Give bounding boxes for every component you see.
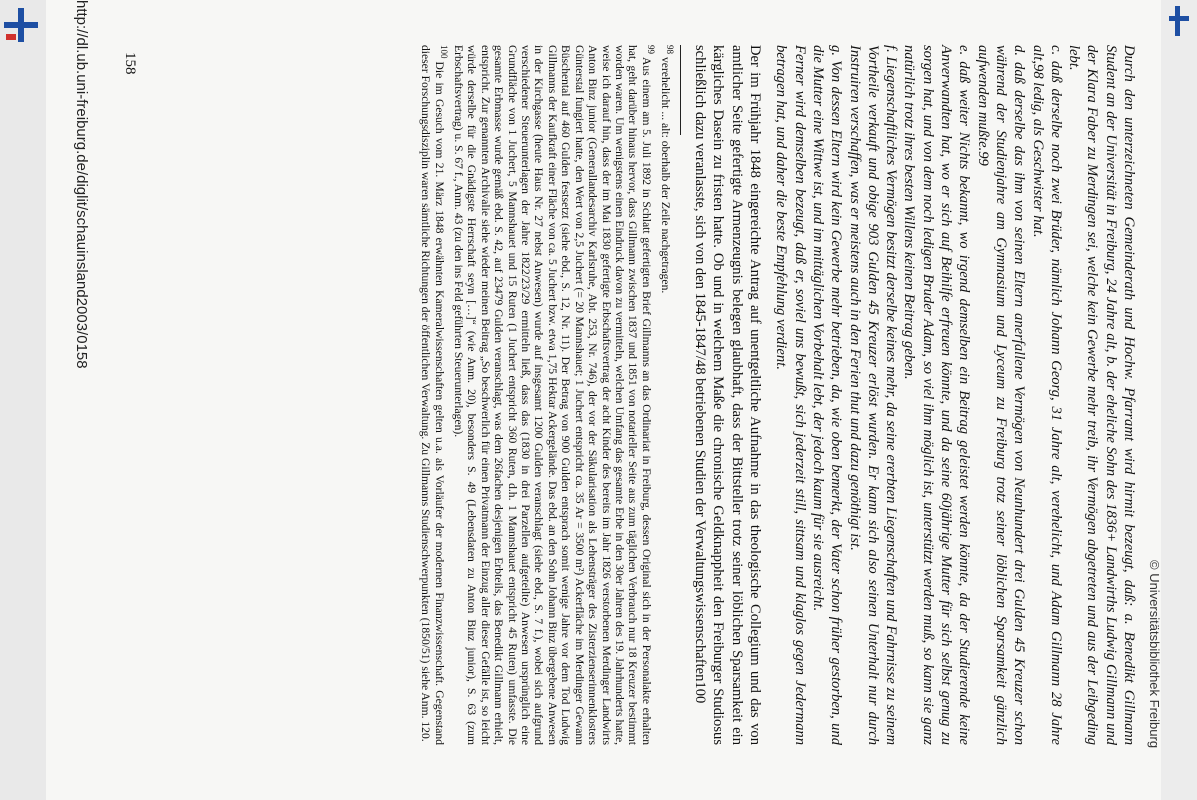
certificate-item-g: g. Von dessen Eltern wird kein Gewerbe mehr betrieben, da, wie oben bemerkt, der Vater schon früher gestorben, und die Mutter eine Wittwe ist, und im mittäglichen Vorbehalt lebt, der jedoch kaum für sie ausreicht.: [809, 45, 845, 745]
scanned-page: [46, 0, 1161, 800]
library-logo-small-icon: [1169, 6, 1189, 36]
footnote-99: $^{99}$Aus einem am 5. Juli 1892 in Schlatt gefertigten Brief Gillmanns an das Ordinariat in Freiburg, dessen Original sich in der Personalakte erhalten hat, geht darüber hinaus hervor, dass Gillmann zwischen 1837 und 1851 von notarieller Seite aus zum täglichen Verbrauch nur 18 Kreuzer bestimmt worden waren. Um wenigstens einen Eindruck davon zu vermitteln, welchen Umfang das gesamte Erbe in den 30er Jahren des 19. Jahrhunderts hatte, weise ich darauf hin, dass der im Mai 1830 gefertigte Erbschaftsvertrag der acht Kinder des bereits im Jahr 1826 verstorbenen Merdinger Landwirts Anton Binz junior (Generallandesarchiv Karlsruhe, Abt. 253, Nr. 746), der vor der Säkularisation als Lehensträger des Zisterzienserinnenklosters Günterstal fungiert hatte, den Wert von 2,5 Juchert (= 20 Mannshauet; 1 Juchert entspricht ca. 35 Ar = 3500 m²) Ackerfläche im Merdinger Gewann Büschental auf 460 Gulden festsetzt (siehe ebd., S. 12, Nr. 11). Der Betrag von 900 Gulden entsprach somit wenige Jahre vor dem Tod Ludwig Gillmanns der Kaufkraft einer Fläche von ca. 5 Juchert bzw. etwa 1,75 Hektar Ackergelände. Das ebd. an den Sohn Johann Binz übergebene Anwesen in der Kirchgasse (heute Haus Nr. 27 nebst Anwesen) wurde auf insgesamt 1200 Gulden veranschlagt (siehe ebd., S. 7 f.), wobei sich aufgrund verschiedener Steuerunterlagen der Jahre 1822/23/29 ermitteln ließ, dass das (1830 in drei Parzellen aufgeteilte) Anwesen ursprünglich eine Grundfläche von 1 Juchert, 5 Mannshauet und 15 Ruten (1 Juchert entspricht 360 Ruten, d.h. 1 Mannshauet entspricht 45 Ruten) umfasste. Die gesamte Erbmasse wurde gemäß ebd. S. 42, auf 23479 Gulden veranschlagt, was dem 26fachen desjenigen Erbteils, das Benedikt Gillmann erhielt, entspricht. Zur genannten Archivalie siehe wieder meinen Beitrag „So beschwerlich für einen Privatmann der Einzug aller dieser Gefälle ist, so leicht würde derselbe für die Gnädigste Herrschaft seyn […]“ (wie Anm. 20), besonders S. 49 (Lebensdaten zu Anton Binz junior), S. 63 (zum Erbschaftsvertrag) u. S. 67 f., Anm. 43 (zu den ins Feld geführten Steuerunterlagen).: [452, 45, 656, 745]
footnote-divider: [680, 45, 681, 135]
body-paragraph: Der im Frühjahr 1848 eingereichte Antrag auf unentgeltliche Aufnahme in das theologische Collegium und das von amtlicher Seite gefertigte Armenzeugnis belegen glaubhaft, dass der Bittsteller trotz seiner löblichen Sparsamkeit ein kärgliches Dasein zu fristen hatte. Ob und in welchem Maße die chronische Geldknappheit den Freiburger Studiosus schließlich dazu veranlasste, sich von den 1845-1847/48 betriebenen Studien der Verwaltungswissenschaften100: [692, 45, 764, 745]
library-logo-icon[interactable]: [4, 8, 38, 42]
rotated-page-content: [98, 45, 1138, 745]
certificate-intro: Durch den unterzeichneten Gemeinderath und Hochw. Pfarramt wird hirmit bezeugt, daß: a. Benedikt Gillmann Student an der Universität in Freiburg, 24 Jahre alt, b. der eheliche Sohn des 1836+ Landwirths Ludwig Gillmann und der Klara Faber zu Merdingen sei, welche kein Gewerbe mehr treib, ihr Vermögen abgetreten und aus der Leibgeding lebt.: [1066, 45, 1137, 745]
certificate-closing: Ferner wird demselben bezeugt, daß er, soviel uns bewußt, sich jederzeit still, sittsam und klaglos gegen Jedermann betragen hat, und daher die beste Empfehlung verdient.: [773, 45, 808, 745]
footnote-100: $^{100}$Die im Gesuch vom 21. März 1848 erwähnten Kameralwissenschaften gelten u.a. als Vorläufer der modernen Finanzwissenschaft. Gegenstand dieser Forschungsdisziplin waren sämtliche Richtungen der öffentlichen Verwaltung. Zu Gillmanns Studienschwerpunkten (1850/51) siehe Anm. 120.: [419, 45, 449, 745]
certificate-item-f: f. Liegenschaftliches Vermögen besitzt derselbe keines mehr, da seine ererbten Liegenschaften und Fahrnisse zu seinem Vortheile verkauft und obige 903 Gulden 45 Kreuzer erlöst wurden. Er kann sich also seinen Unterhalt nur durch Instruiren verschaffen, was er meistens auch in den Ferien thut und dazu genöthigt ist.: [846, 45, 900, 745]
certificate-item-e: e. daß weiter Nichts bekannt, wo irgend demselben ein Beitrag geleistet werden könnte, da der Studierende keine Anverwandten hat, wo er sich auf Beihilfe erfreuen könnte, und da seine 60jährige Mutter für sich selbst genug zu sorgen hat, und von dem noch ledigen Bruder Adam, so viel ihm möglich ist, unterstützt werden muß, so kann sie ganz natürlich trotz ihres besten Willens keinen Beitrag geben.: [901, 45, 973, 745]
viewer-right-margin: [1161, 0, 1197, 800]
footnote-98: $^{98}$verehelicht ... alt: oberhalb der Zeile nachgetragen.: [659, 45, 675, 294]
copyright-notice: © Universitätsbibliothek Freiburg: [1147, 560, 1162, 749]
certificate-item-d: d. daß derselbe das ihm von seinen Eltern anerfallene Vermögen von Neunhundert drei Gulden 45 Kreuzer schon während der Studienjahre am Gymnasium und Lyceum zu Freiburg trotz seiner löblichen Sparsamkeit gänzlich aufwenden mußte.99: [974, 45, 1028, 745]
page-number: 158: [122, 52, 138, 75]
viewer-left-margin: [0, 0, 46, 800]
certificate-item-c: c. daß derselbe noch zwei Brüder, nämlich Johann Georg, 31 Jahre alt, verehelicht, und Adam Gillmann 28 Jahre alt,98 ledig, als Geschwister hat.: [1029, 45, 1064, 745]
page-url[interactable]: http://dl.ub.uni-freiburg.de/diglit/schauinsland2003/0158: [73, 0, 90, 369]
